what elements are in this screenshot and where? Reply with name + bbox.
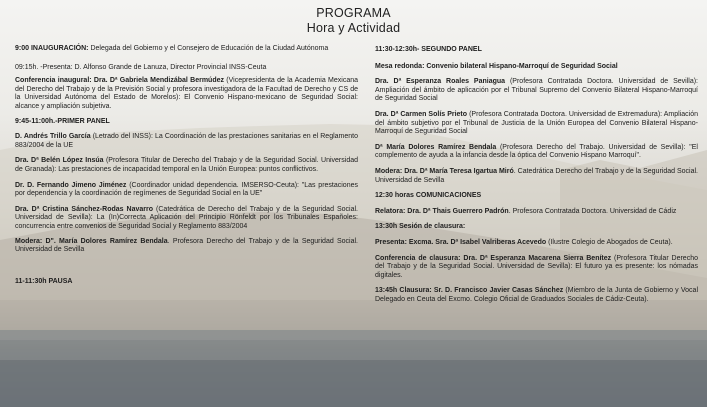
communications-heading: 12:30 horas COMUNICACIONES: [375, 192, 482, 200]
speaker-item: Dra. Dª Carmen Solís Prieto (Profesora Contratada Doctora. Universidad de Extremadura): Ampliación del ámbito subjetivo por el Tribunal de Justicia de la Unión Europea del Convenio Bilateral Hispano-Marroquí de Seguridad Social: [375, 110, 698, 136]
opening-item: 9:00 INAUGURACIÓN: Delegada del Gobierno y el Consejero de Educación de la Ciudad Autónoma: [15, 45, 329, 52]
speaker-item: D. Andrés Trillo García (Letrado del INSS): La Coordinación de las prestaciones sanitarias en el Reglamento 883/2004 de la UE: [15, 133, 358, 149]
first-panel-heading: 9:45-11:00h.-PRIMER PANEL: [15, 117, 110, 125]
right-column: [375, 46, 698, 304]
opening-lecture-item: Conferencia inaugural: Dra. Dª Gabriela Mendizábal Bermúdez (Vicepresidenta de la Academia Mexicana del Derecho del Trabajo y de la Previsión Social y profesora investigadora de la Facultad de Derecho y CS de la Universidad Autónoma del Estado de Morelos): El Convenio Hispano-mexicano de Seguridad Social: alcance y ampliación subjetiva.: [15, 77, 358, 110]
moderator-item: Modera: Dra. Dª María Teresa Igartua Miró. Catedrática Derecho del Trabajo y de la Seguridad Social. Universidad de Sevilla: [375, 167, 698, 184]
closing-item: 13:45h Clausura: Sr. D. Francisco Javier Casas Sánchez (Miembro de la Junta de Gobierno y Vocal Delegado en Ceuta del Excmo. Colegio Oficial de Graduados Sociales de Cádiz-Ceuta).: [375, 287, 699, 303]
round-table-item: Mesa redonda: Convenio bilateral Hispano-Marroquí de Seguridad Social: [375, 62, 618, 70]
moderator-item: Modera: D". María Dolores Ramírez Bendala. Profesora Derecho del Trabajo y de la Seguridad Social. Universidad de Sevilla: [15, 237, 358, 254]
program-subtitle: Hora y Actividad: [306, 21, 401, 35]
speaker-item: Dra. Dª Belén López Insúa (Profesora Titular de Derecho del Trabajo y de la Seguridad Social. Universidad de Granada): Las prestaciones de incapacidad temporal en la Unión Europea: puntos conflictivos.: [15, 157, 358, 173]
closing-lecture-item: Conferencia de clausura: Dra. Dª Esperanza Macarena Sierra Benítez (Profesora Titular Derecho del Trabajo y de la Seguridad Social. Universidad de Sevilla): El futuro ya es presente: los nómadas digitales.: [375, 254, 698, 279]
presenter-item: Presenta: Excma. Sra. Dª Isabel Valriberas Acevedo (Ilustre Colegio de Abogados de Ceuta).: [375, 238, 673, 246]
closing-session-heading: 13:30h Sesión de clausura:: [375, 223, 466, 231]
program-title: PROGRAMA: [316, 6, 391, 20]
rapporteur-item: Relatora: Dra. Dª Thais Guerrero Padrón. Profesora Contratada Doctora. Universidad de Cádiz: [375, 207, 677, 215]
presenter-item: 09:15h. -Presenta: D. Alfonso Grande de Lanuza, Director Provincial INSS-Ceuta: [15, 63, 267, 71]
speaker-item: Dra. Dª Esperanza Roales Paniagua (Profesora Contratada Doctora. Universidad de Sevilla): Ampliación del ámbito de aplicación por el Tribunal Supremo del Convenio Bilateral Hispano-Marroquí de Seguridad Social: [375, 78, 698, 103]
break-item: 11-11:30h PAUSA: [15, 277, 73, 285]
speaker-item: Dra. Dª Cristina Sánchez-Rodas Navarro (Catedrática de Derecho del Trabajo y de la Seguridad Social. Universidad de Sevilla): La (In)Correcta Aplicación del Principio Rönfeldt por los Tribunales Españoles: concurrencia entre convenios de Seguridad Social y Reglamento 883/2004: [15, 205, 358, 230]
speaker-item: Dª María Dolores Ramírez Bendala (Profesora Derecho del Trabajo. Universidad de Sevilla): "El complemento de ayuda a la infancia desde la óptica del Convenio Hispano Marroquí".: [375, 143, 698, 160]
speaker-item: Dr. D. Fernando Jimeno Jiménez (Coordinador unidad dependencia. IMSERSO-Ceuta): "Las prestaciones por dependencia y la coordinación de regímenes de Seguridad Social en la UE": [15, 181, 358, 198]
left-column: [15, 45, 358, 286]
second-panel-heading: 11:30-12:30h- SEGUNDO PANEL: [375, 46, 482, 53]
